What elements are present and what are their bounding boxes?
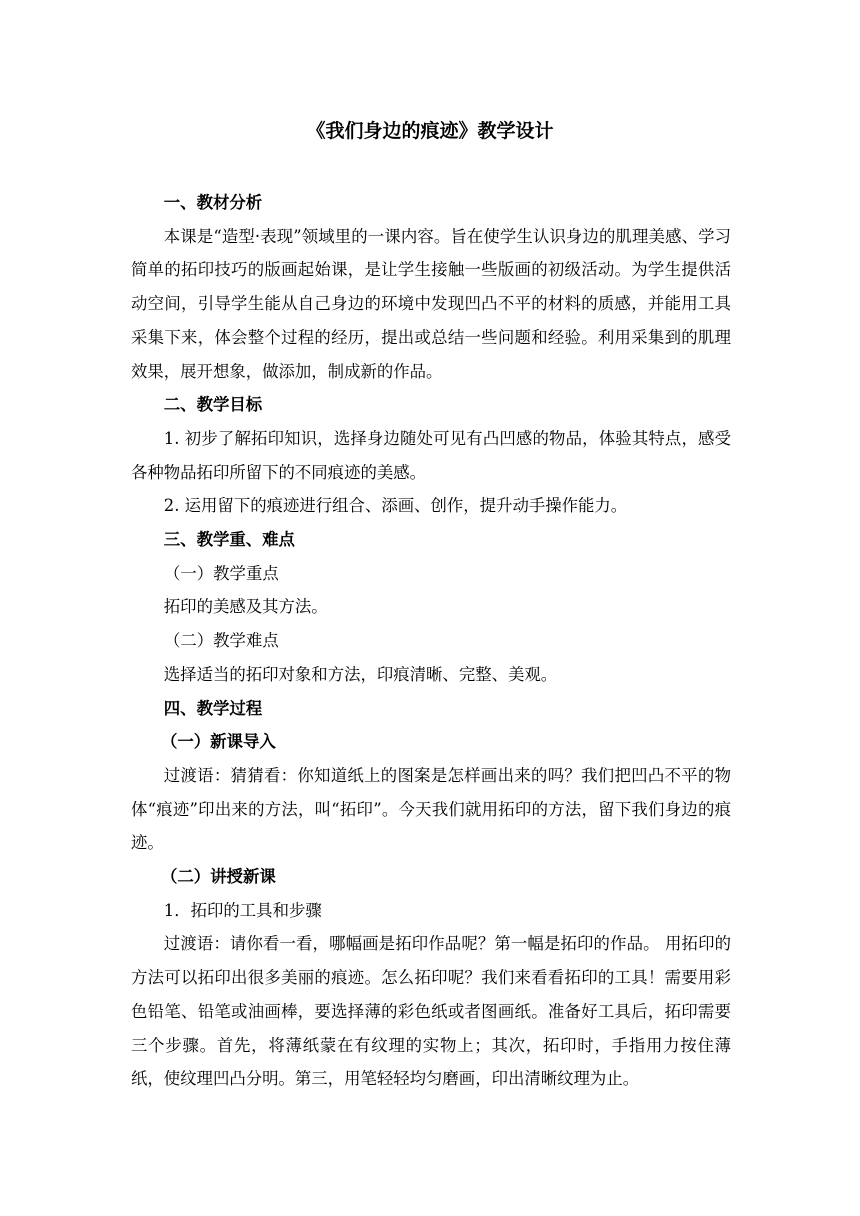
document-title: 《我们身边的痕迹》教学设计 xyxy=(306,120,554,142)
paragraph-introduction: 过渡语：猜猜看：你知道纸上的图案是怎样画出来的吗？我们把凹凸不平的物体“痕迹”印出来的方法，叫“拓印”。今天我们就用拓印的方法，留下我们身边的痕迹。 xyxy=(131,765,731,853)
section-heading-3: 三、教学重、难点 xyxy=(163,530,295,550)
paragraph-key-points: 拓印的美感及其方法。 xyxy=(163,597,328,617)
subheading-introduction: （一）新课导入 xyxy=(161,732,276,752)
subheading-new-lesson: （二）讲授新课 xyxy=(161,867,276,887)
section-heading-2: 二、教学目标 xyxy=(163,395,263,415)
paragraph-goal-2: 2. 运用留下的痕迹进行组合、添画、创作，提升动手操作能力。 xyxy=(163,496,628,516)
paragraph-tools-and-steps: 过渡语：请你看一看，哪幅画是拓印作品呢？第一幅是拓印的作品。 用拓印的方法可以拓印出很多美丽的痕迹。怎么拓印呢？我们来看看拓印的工具！需要用彩色铅笔、铅笔或油画棒，要选择薄的彩色纸或者图画纸。准备好工具后，拓印需要三个步骤。首先，将薄纸蒙在有纹理的实物上；其次，拓印时，手指用力按住薄纸，使纹理凹凸分明。第三，用笔轻轻均匀磨画，印出清晰纹理为止。 xyxy=(131,934,731,1089)
paragraph-difficulties: 选择适当的拓印对象和方法，印痕清晰、完整、美观。 xyxy=(163,664,558,684)
section-heading-4: 四、教学过程 xyxy=(163,698,263,718)
item-tools-and-steps: 1．拓印的工具和步骤 xyxy=(163,900,322,920)
document-body xyxy=(131,186,731,1096)
subheading-key-points: （一）教学重点 xyxy=(164,563,279,583)
subheading-difficulties: （二）教学难点 xyxy=(164,631,279,651)
section-heading-1: 一、教材分析 xyxy=(163,193,263,212)
paragraph-textbook-analysis: 本课是“造型·表现”领域里的一课内容。旨在使学生认识身边的肌理美感、学习简单的拓印技巧的版画起始课，是让学生接触一些版画的初级活动。为学生提供活动空间，引导学生能从自己身边的环境中发现凹凸不平的材料的质感，并能用工具采集下来，体会整个过程的经历，提出或总结一些问题和经验。利用采集到的肌理效果，展开想象，做添加，制成新的作品。 xyxy=(131,226,731,381)
paragraph-goal-1: 1. 初步了解拓印知识，选择身边随处可见有凸凹感的物品，体验其特点，感受各种物品拓印所留下的不同痕迹的美感。 xyxy=(131,428,731,482)
